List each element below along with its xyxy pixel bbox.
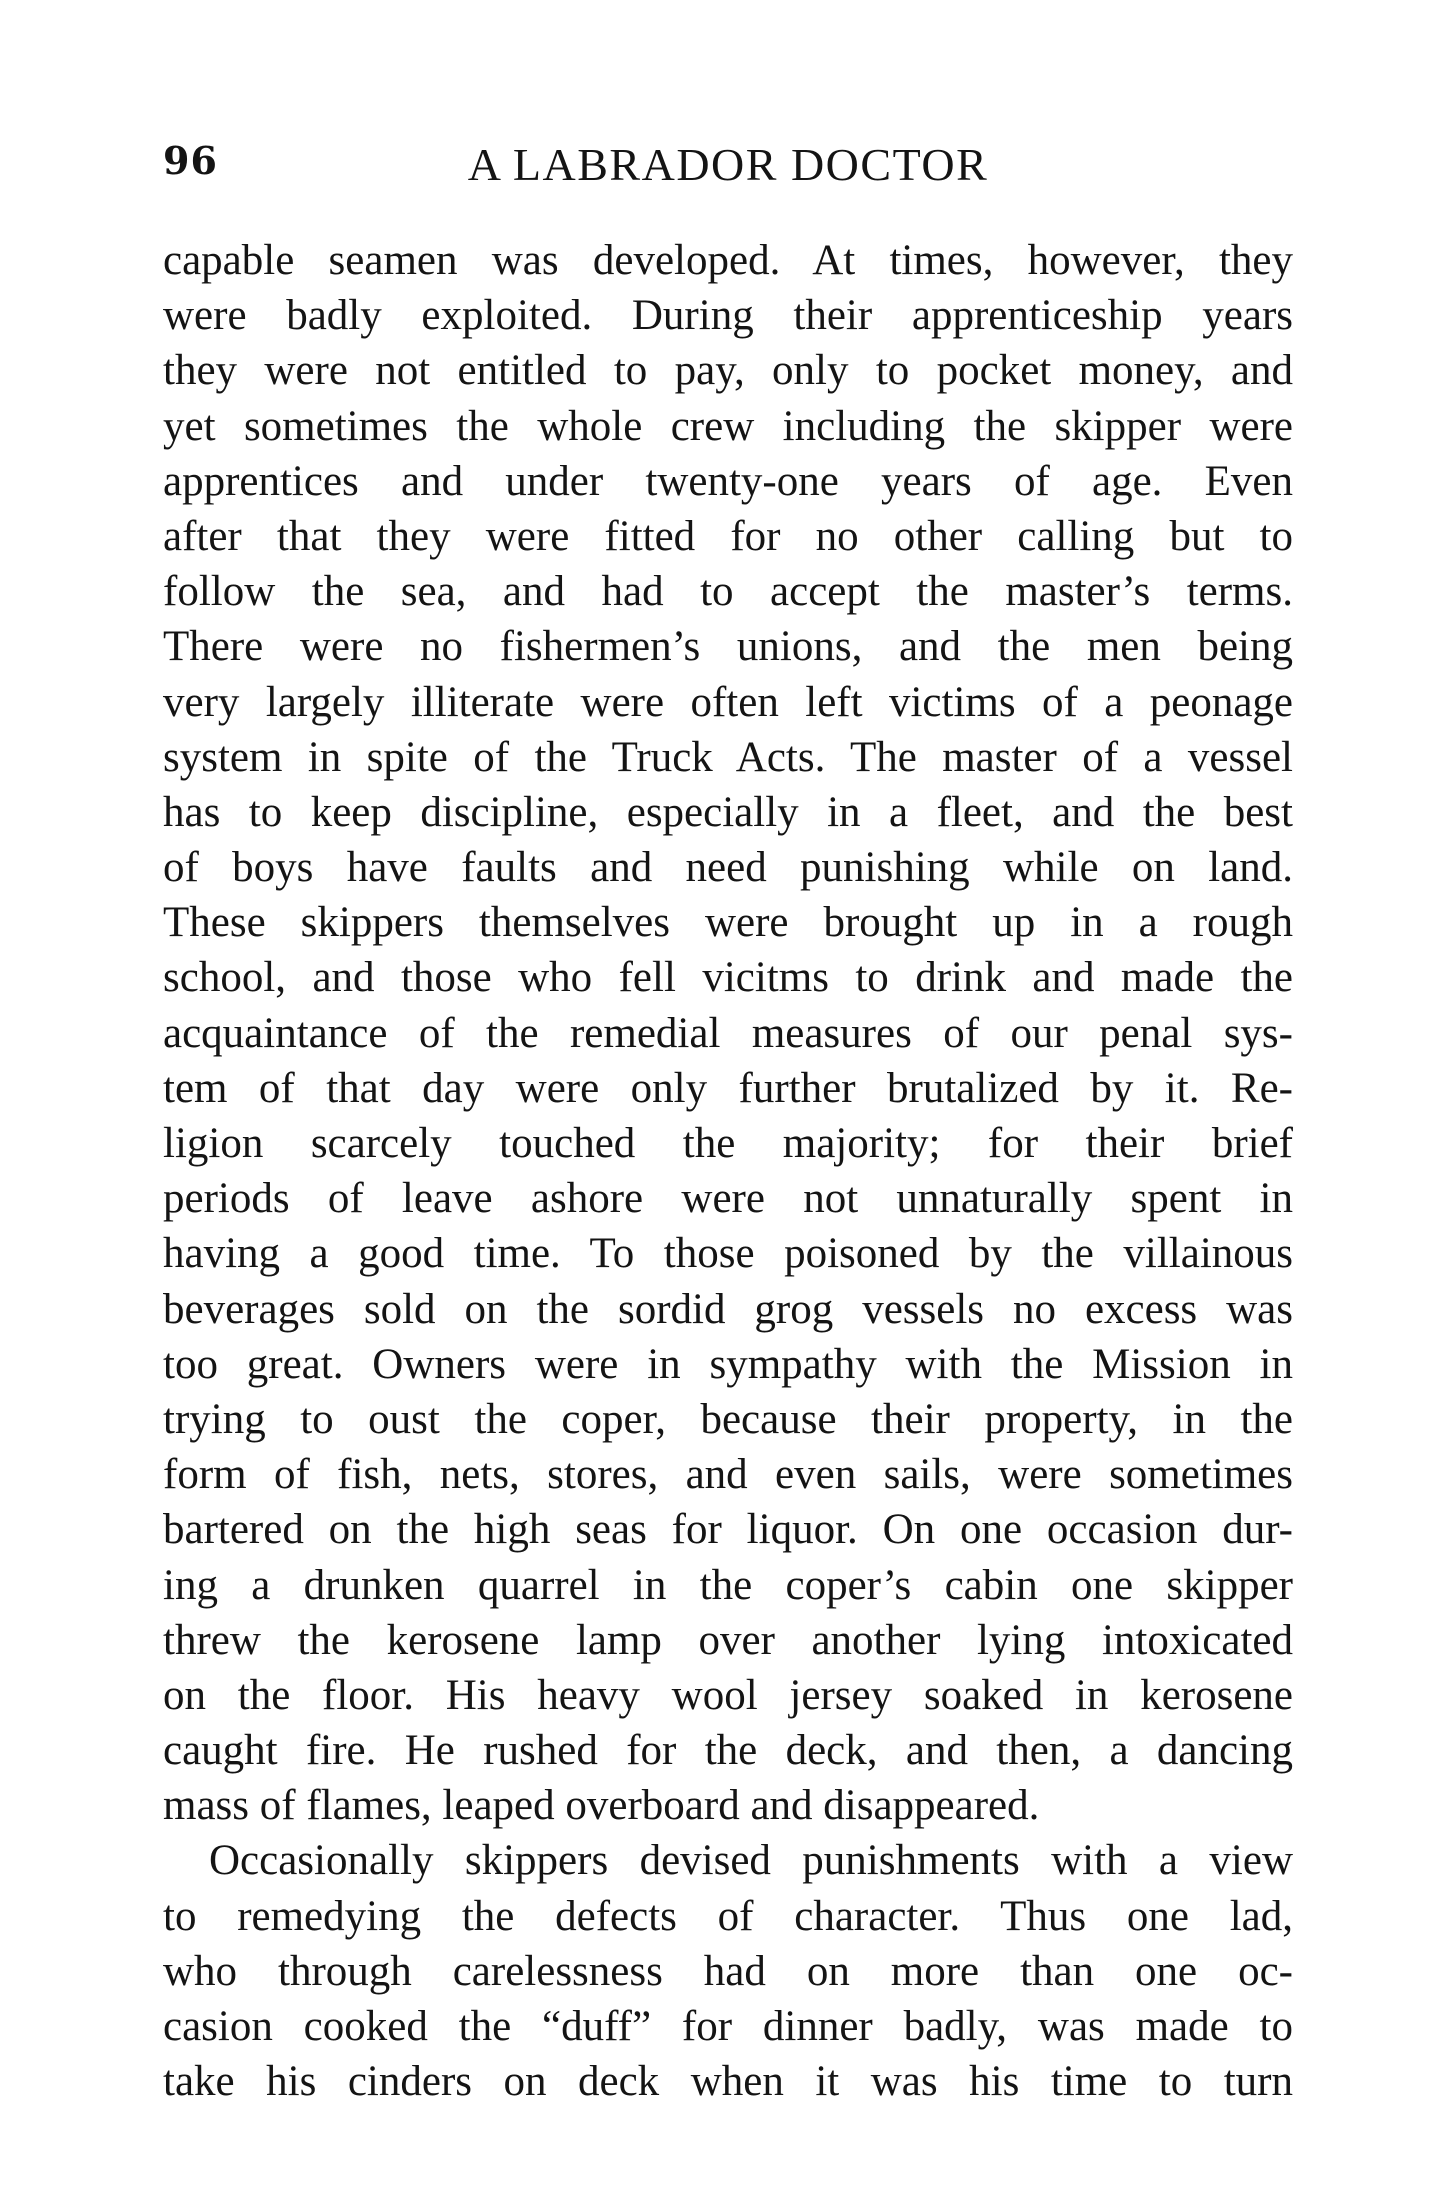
text-line: trying to oust the coper, because their property, in the	[163, 1395, 1293, 1443]
text-line: acquaintance of the remedial measures of our penal sys-	[163, 1009, 1293, 1057]
text-line: on the floor. His heavy wool jersey soaked in kerosene	[163, 1671, 1293, 1719]
page-number: 96	[163, 138, 218, 183]
text-line: threw the kerosene lamp over another lying intoxicated	[163, 1616, 1293, 1664]
text-line: too great. Owners were in sympathy with the Mission in	[163, 1340, 1293, 1388]
text-line: system in spite of the Truck Acts. The master of a vessel	[163, 733, 1293, 781]
text-line: has to keep discipline, especially in a fleet, and the best	[163, 788, 1293, 836]
text-line: take his cinders on deck when it was his time to turn	[163, 2058, 1293, 2106]
paragraph-2	[163, 1833, 1293, 2109]
text-line: tem of that day were only further brutalized by it. Re-	[163, 1064, 1293, 1112]
text-line: Occasionally skippers devised punishments with a view	[209, 1837, 1293, 1885]
text-line: very largely illiterate were often left victims of a peonage	[163, 678, 1293, 726]
text-line: periods of leave ashore were not unnaturally spent in	[163, 1175, 1293, 1223]
text-line: form of fish, nets, stores, and even sails, were sometimes	[163, 1451, 1293, 1499]
text-line: There were no fishermen’s unions, and the men being	[163, 623, 1293, 671]
text-line: casion cooked the “duff” for dinner badly, was made to	[163, 2003, 1293, 2050]
text-line: follow the sea, and had to accept the master’s terms.	[163, 568, 1293, 616]
text-line: capable seamen was developed. At times, however, they	[163, 237, 1293, 284]
page-header	[163, 138, 1293, 198]
text-line: having a good time. To those poisoned by the villainous	[163, 1230, 1293, 1278]
text-line: bartered on the high seas for liquor. On one occasion dur-	[163, 1506, 1293, 1554]
running-head: A LABRADOR DOCTOR	[467, 139, 989, 190]
text-line: caught fire. He rushed for the deck, and then, a dancing	[163, 1727, 1293, 1775]
text-line: of boys have faults and need punishing while on land.	[163, 844, 1293, 892]
text-line: to remedying the defects of character. Thus one lad,	[163, 1892, 1293, 1940]
text-line: were badly exploited. During their apprenticeship years	[163, 292, 1293, 340]
text-line: after that they were fitted for no other calling but to	[163, 512, 1293, 560]
text-line: who through carelessness had on more than one oc-	[163, 1947, 1293, 1995]
body-text	[163, 233, 1293, 2109]
text-line: ligion scarcely touched the majority; for their brief	[163, 1120, 1293, 1167]
text-line: they were not entitled to pay, only to pocket money, and	[163, 347, 1293, 395]
text-line: apprentices and under twenty-one years of age. Even	[163, 457, 1293, 505]
text-line: yet sometimes the whole crew including the skipper were	[163, 402, 1293, 450]
text-line: beverages sold on the sordid grog vessels no excess was	[163, 1285, 1293, 1333]
text-line: school, and those who fell vicitms to drink and made the	[163, 954, 1293, 1002]
text-line: ing a drunken quarrel in the coper’s cabin one skipper	[163, 1561, 1293, 1609]
paragraph-1	[163, 233, 1293, 1833]
text-line: These skippers themselves were brought up in a rough	[163, 899, 1293, 947]
text-line: mass of flames, leaped overboard and disappeared.	[163, 1782, 1040, 1830]
